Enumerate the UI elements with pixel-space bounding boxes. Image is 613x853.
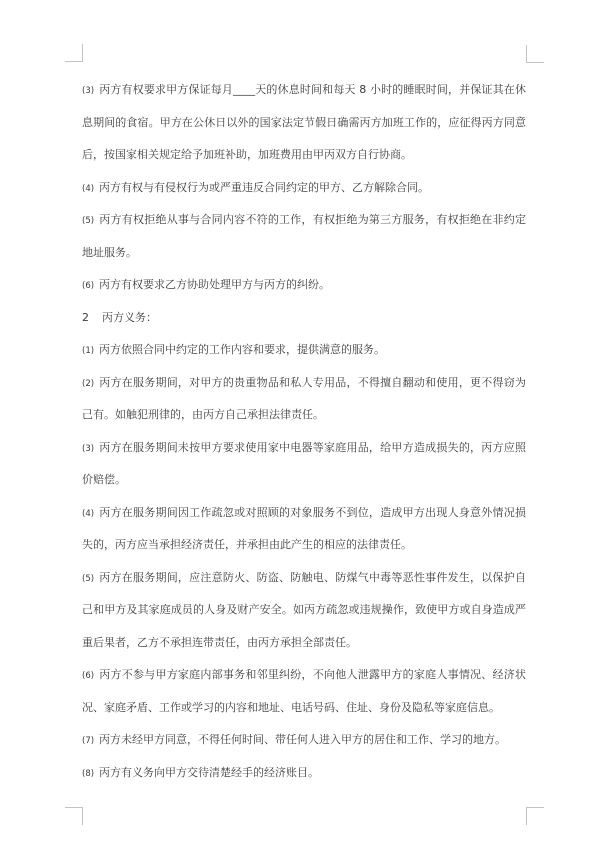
line-text: 丙方有权要求甲方保证每月____天的休息时间和每天 8 小时的睡眠时间，并保证其在休 bbox=[99, 83, 526, 96]
list-marker: (3) bbox=[82, 443, 95, 454]
list-marker: (5) bbox=[82, 216, 95, 226]
line-text: 丙方不参与甲方家庭内部事务和邻里纠纷，不向他人泄露甲方的家庭人事情况、经济状 bbox=[99, 668, 526, 681]
list-marker: (4) bbox=[82, 508, 95, 519]
text-line bbox=[82, 172, 526, 205]
text-line: 价赔偿。 bbox=[82, 473, 126, 486]
heading-number: 2 bbox=[82, 310, 89, 324]
clause-paragraph bbox=[82, 497, 526, 562]
clause-paragraph bbox=[82, 432, 526, 497]
clause-paragraph bbox=[82, 334, 526, 367]
margin-crop-mark-bottom-left bbox=[65, 807, 83, 825]
text-line: 失的，丙方应当承担经济责任，并承担由此产生的相应的法律责任。 bbox=[82, 538, 412, 551]
text-line bbox=[82, 204, 526, 237]
list-marker: (5) bbox=[82, 573, 95, 584]
line-text: 丙方在服务期间，应注意防火、防盗、防触电、防煤气中毒等恶性事件发生，以保护自 bbox=[99, 570, 526, 584]
clause-paragraph bbox=[82, 269, 526, 302]
document-body bbox=[82, 74, 526, 789]
list-marker: (6) bbox=[82, 281, 95, 291]
margin-crop-mark-bottom-right bbox=[526, 807, 544, 825]
text-line bbox=[82, 724, 526, 757]
list-marker: (6) bbox=[82, 671, 95, 681]
line-text: 丙方在服务期间因工作疏忽或对照顾的对象服务不到位，造成甲方出现人身意外情况损 bbox=[99, 505, 526, 519]
margin-crop-mark-top-right bbox=[526, 45, 544, 63]
list-marker: (8) bbox=[82, 768, 95, 779]
text-line bbox=[82, 269, 526, 302]
text-line bbox=[82, 562, 526, 595]
clause-paragraph bbox=[82, 659, 526, 724]
text-line bbox=[82, 659, 526, 692]
clause-paragraph bbox=[82, 204, 526, 269]
text-line: 息期间的食宿。甲方在公休日以外的国家法定节假日确需丙方加班工作的，应征得丙方同意 bbox=[82, 115, 526, 129]
line-text: 丙方有权要求乙方协助处理甲方与丙方的纠纷。 bbox=[99, 278, 331, 291]
line-text: 丙方有义务向甲方交待清楚经手的经济账目。 bbox=[99, 765, 320, 779]
text-line: 己和甲方及其家庭成员的人身及财产安全。如丙方疏忽或违规操作，致使甲方或自身造成严 bbox=[82, 603, 526, 616]
clause-paragraph bbox=[82, 562, 526, 660]
line-text: 丙方依照合同中约定的工作内容和要求，提供满意的服务。 bbox=[99, 343, 386, 356]
text-line: 地址服务。 bbox=[82, 245, 137, 259]
text-line bbox=[82, 432, 526, 465]
line-text: 丙方义务： bbox=[102, 310, 157, 324]
text-line: 重后果者，乙方不承担连带责任，由丙方承担全部责任。 bbox=[82, 635, 357, 649]
text-line bbox=[82, 497, 526, 530]
list-marker: (1) bbox=[82, 346, 95, 356]
clause-paragraph bbox=[82, 757, 526, 790]
text-line: 己有。如触犯刑律的，由丙方自己承担法律责任。 bbox=[82, 408, 324, 421]
clause-paragraph bbox=[82, 172, 526, 205]
line-text: 丙方有权与有侵权行为或严重违反合同约定的甲方、乙方解除合同。 bbox=[99, 180, 430, 194]
list-marker: (4) bbox=[82, 183, 95, 194]
list-marker: (2) bbox=[82, 378, 95, 389]
clause-paragraph bbox=[82, 724, 526, 757]
list-marker: (3) bbox=[82, 86, 95, 96]
line-text: 丙方未经甲方同意，不得任何时间、带任何人进入甲方的居住和工作、学习的地方。 bbox=[99, 733, 507, 746]
line-text: 丙方在服务期间，对甲方的贵重物品和私人专用品，不得擅自翻动和使用，更不得窃为 bbox=[99, 375, 526, 389]
clause-paragraph bbox=[82, 74, 526, 172]
text-line bbox=[82, 367, 526, 400]
text-line bbox=[82, 302, 526, 335]
section-heading bbox=[82, 302, 526, 335]
text-line bbox=[82, 74, 526, 107]
text-line bbox=[82, 334, 526, 367]
text-line: 况、家庭矛盾、工作或学习的内容和地址、电话号码、住址、身份及隐私等家庭信息。 bbox=[82, 700, 500, 714]
line-text: 丙方在服务期间未按甲方要求使用家中电器等家庭用品，给甲方造成损失的，丙方应照 bbox=[99, 440, 526, 454]
text-line: 后，按国家相关规定给予加班补助，加班费用由甲丙双方自行协商。 bbox=[82, 148, 412, 161]
line-text: 丙方有权拒绝从事与合同内容不符的工作，有权拒绝为第三方服务，有权拒绝在非约定 bbox=[99, 213, 526, 226]
text-line bbox=[82, 757, 526, 790]
margin-crop-mark-top-left bbox=[65, 44, 83, 62]
list-marker: (7) bbox=[82, 736, 95, 746]
clause-paragraph bbox=[82, 367, 526, 432]
